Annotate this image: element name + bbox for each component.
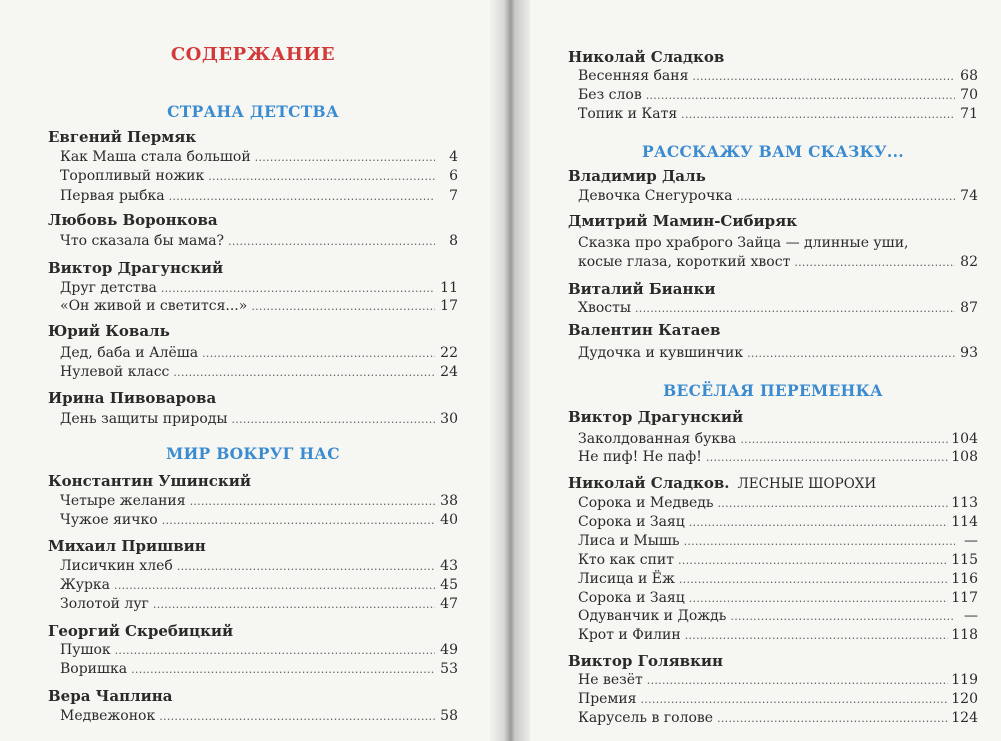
author-name xyxy=(48,258,223,278)
entry-title: Дудочка и кувшинчик xyxy=(578,345,744,361)
author-text: Георгий Скребицкий xyxy=(48,622,234,640)
toc-entry xyxy=(60,296,458,316)
page-number: 49 xyxy=(440,642,458,658)
dot-leader xyxy=(717,709,948,729)
page-number: 93 xyxy=(960,345,978,361)
dot-leader xyxy=(706,448,948,468)
entry-title: Как Маша стала большой xyxy=(60,149,251,165)
page-number: 6 xyxy=(449,168,458,184)
heading-text: РАССКАЖУ ВАМ СКАЗКУ... xyxy=(642,142,904,161)
dot-leader xyxy=(635,299,955,319)
toc-entry xyxy=(578,85,978,105)
toc-entry xyxy=(60,186,458,206)
entry-title: Весенняя баня xyxy=(578,68,689,84)
right-page xyxy=(568,0,978,741)
page-number: 120 xyxy=(951,691,978,707)
author-name xyxy=(568,320,720,340)
author-text: Виталий Бианки xyxy=(568,280,716,298)
page-number: 117 xyxy=(951,590,978,606)
book-spine xyxy=(490,0,530,741)
entry-title: Дед, баба и Алёша xyxy=(60,345,199,361)
toc-entry xyxy=(60,510,458,530)
author-text: Виктор Драгунский xyxy=(48,259,224,277)
section-heading xyxy=(568,381,978,401)
toc-entry xyxy=(578,569,978,589)
author-text: Ирина Пивоварова xyxy=(48,389,217,407)
toc-entry xyxy=(578,550,978,570)
author-text: Константин Ушинский xyxy=(48,472,251,490)
page-number: 82 xyxy=(960,254,978,270)
entry-title: Заколдованная буква xyxy=(578,431,737,447)
contents-title xyxy=(48,45,458,65)
dot-leader xyxy=(647,671,948,691)
page-number: 8 xyxy=(449,233,458,249)
page-number: 118 xyxy=(951,627,978,643)
toc-entry xyxy=(60,362,458,382)
toc-entry xyxy=(578,447,978,467)
toc-entry xyxy=(578,186,978,206)
page-number: 17 xyxy=(440,298,458,314)
entry-title: Хвосты xyxy=(578,300,632,316)
entry-title: Журка xyxy=(60,577,111,593)
toc-entry xyxy=(60,166,458,186)
entry-title: Чужое яичко xyxy=(60,512,158,528)
dot-leader xyxy=(173,363,435,383)
page-number: 108 xyxy=(951,449,978,465)
author-name xyxy=(48,536,206,556)
author-text: Виктор Драгунский xyxy=(568,408,744,426)
dot-leader xyxy=(692,67,955,87)
dot-leader xyxy=(131,660,435,680)
entry-title: Друг детства xyxy=(60,280,157,296)
page-number: 70 xyxy=(960,87,978,103)
toc-entry xyxy=(578,104,978,124)
author-text: Виктор Голявкин xyxy=(568,652,724,670)
entry-title: Воришка xyxy=(60,661,128,677)
entry-title: Золотой луг xyxy=(60,596,149,612)
entry-title: Сорока и Заяц xyxy=(578,590,685,606)
author-text: Юрий Коваль xyxy=(48,322,170,340)
entry-title: Торопливый ножик xyxy=(60,168,205,184)
page-number: 24 xyxy=(440,364,458,380)
dot-leader xyxy=(685,626,949,646)
entry-title: Пушок xyxy=(60,642,111,658)
author-name xyxy=(568,166,706,186)
page-number: 58 xyxy=(440,708,458,724)
author-name xyxy=(48,621,233,641)
page-number: 116 xyxy=(951,571,978,587)
toc-entry xyxy=(60,556,458,576)
toc-entry xyxy=(578,429,978,449)
page-number: 30 xyxy=(440,411,458,427)
heading-text: ВЕСЁЛАЯ ПЕРЕМЕНКА xyxy=(663,381,883,400)
dot-leader xyxy=(718,494,949,514)
author-name xyxy=(48,210,218,230)
page-number: 114 xyxy=(951,514,978,530)
dot-leader xyxy=(684,532,955,552)
section-heading xyxy=(48,444,458,464)
cycle-title: ЛЕСНЫЕ ШОРОХИ xyxy=(737,476,877,492)
toc-entry xyxy=(578,66,978,86)
dot-leader xyxy=(190,492,435,512)
entry-title: Кто как спит xyxy=(578,552,675,568)
author-name xyxy=(568,473,876,493)
author-text: Любовь Воронкова xyxy=(48,211,218,229)
entry-title: Топик и Катя xyxy=(578,106,678,122)
toc-entry xyxy=(60,640,458,660)
left-page xyxy=(48,0,458,741)
entry-title: Крот и Филин xyxy=(578,627,681,643)
page-number: 113 xyxy=(951,495,978,511)
entry-title: Что сказала бы мама? xyxy=(60,233,225,249)
author-name xyxy=(48,388,216,408)
author-name xyxy=(48,686,172,706)
entry-title: косые глаза, короткий хвост xyxy=(578,254,791,270)
page-number: 71 xyxy=(960,106,978,122)
entry-title: Карусель в голове xyxy=(578,710,714,726)
page-number: 53 xyxy=(440,661,458,677)
page-number: 43 xyxy=(440,558,458,574)
author-name xyxy=(568,407,743,427)
entry-title: Сорока и Заяц xyxy=(578,514,685,530)
entry-title: Лисичкин хлеб xyxy=(60,558,173,574)
entry-title: Сорока и Медведь xyxy=(578,495,714,511)
dot-leader xyxy=(747,344,955,364)
page-number: 68 xyxy=(960,68,978,84)
toc-entry xyxy=(60,706,458,726)
dot-leader xyxy=(177,557,435,577)
author-name xyxy=(568,211,797,231)
page-number: 4 xyxy=(449,149,458,165)
entry-title: Лисица и Ёж xyxy=(578,571,675,587)
page-number: 119 xyxy=(951,672,978,688)
page-number: — xyxy=(964,608,978,624)
dot-leader xyxy=(679,570,948,590)
entry-title: Сказка про храброго Зайца — длинные уши, xyxy=(578,235,909,251)
entry-title: Премия xyxy=(578,691,637,707)
section-heading xyxy=(48,102,458,122)
author-text: Вера Чаплина xyxy=(48,687,173,705)
dot-leader xyxy=(153,595,435,615)
entry-title: Одуванчик и Дождь xyxy=(578,608,727,624)
dot-leader xyxy=(646,86,955,106)
author-name xyxy=(568,279,715,299)
entry-title: Девочка Снегурочка xyxy=(578,188,733,204)
dot-leader xyxy=(678,551,948,571)
author-name xyxy=(48,321,170,341)
page-number: 87 xyxy=(960,300,978,316)
page-number: 45 xyxy=(440,577,458,593)
author-text: Михаил Пришвин xyxy=(48,537,206,555)
page-number: 22 xyxy=(440,345,458,361)
toc-entry xyxy=(578,512,978,532)
toc-entry xyxy=(60,594,458,614)
dot-leader xyxy=(794,253,955,273)
entry-title: Без слов xyxy=(578,87,642,103)
dot-leader xyxy=(159,707,435,727)
page-number: 115 xyxy=(951,552,978,568)
page-number: — xyxy=(964,533,978,549)
heading-text: СОДЕРЖАНИЕ xyxy=(170,44,336,65)
toc-entry xyxy=(60,409,458,429)
dot-leader xyxy=(255,148,435,168)
dot-leader xyxy=(228,232,435,252)
page-number: 40 xyxy=(440,512,458,528)
toc-entry xyxy=(578,233,978,253)
toc-entry xyxy=(60,231,458,251)
toc-entry xyxy=(578,670,978,690)
toc-entry xyxy=(578,606,978,626)
dot-leader xyxy=(730,607,955,627)
dot-leader xyxy=(202,344,435,364)
entry-title: Нулевой класс xyxy=(60,364,170,380)
author-name xyxy=(48,471,251,491)
page-number: 38 xyxy=(440,493,458,509)
page-number: 47 xyxy=(440,596,458,612)
dot-leader xyxy=(689,513,949,533)
dot-leader xyxy=(681,105,955,125)
entry-title: Медвежонок xyxy=(60,708,156,724)
toc-entry xyxy=(578,252,978,272)
author-text: Николай Сладков. xyxy=(568,474,730,492)
toc-entry xyxy=(578,343,978,363)
dot-leader xyxy=(162,511,435,531)
dot-leader xyxy=(115,641,435,661)
author-name xyxy=(568,651,723,671)
toc-entry xyxy=(578,588,978,608)
toc-entry xyxy=(60,343,458,363)
toc-entry xyxy=(60,147,458,167)
page-number: 104 xyxy=(951,431,978,447)
entry-title: Первая рыбка xyxy=(60,188,165,204)
author-name xyxy=(48,127,196,147)
entry-title: Не пиф! Не паф! xyxy=(578,449,702,465)
page-number: 124 xyxy=(951,710,978,726)
dot-leader xyxy=(208,167,435,187)
entry-title: День защиты природы xyxy=(60,411,228,427)
dot-leader xyxy=(232,410,435,430)
entry-title: Четыре желания xyxy=(60,493,186,509)
dot-leader xyxy=(251,297,435,317)
toc-entry xyxy=(60,278,458,298)
entry-title: Не везёт xyxy=(578,672,643,688)
heading-text: СТРАНА ДЕТСТВА xyxy=(167,102,339,121)
toc-entry xyxy=(578,493,978,513)
dot-leader xyxy=(114,576,435,596)
toc-entry xyxy=(578,708,978,728)
author-text: Валентин Катаев xyxy=(568,321,721,339)
toc-entry xyxy=(578,298,978,318)
author-text: Владимир Даль xyxy=(568,167,706,185)
heading-text: МИР ВОКРУГ НАС xyxy=(166,444,340,463)
dot-leader xyxy=(169,187,435,207)
toc-entry xyxy=(60,575,458,595)
page-number: 74 xyxy=(960,188,978,204)
toc-entry xyxy=(60,491,458,511)
section-heading xyxy=(568,142,978,162)
author-text: Евгений Пермяк xyxy=(48,128,197,146)
page-number: 11 xyxy=(440,280,458,296)
author-name xyxy=(568,47,724,67)
entry-title: Лиса и Мышь xyxy=(578,533,680,549)
entry-title: «Он живой и светится...» xyxy=(60,298,248,314)
toc-entry xyxy=(578,689,978,709)
author-text: Дмитрий Мамин-Сибиряк xyxy=(568,212,798,230)
toc-entry xyxy=(578,531,978,551)
dot-leader xyxy=(736,187,955,207)
toc-entry xyxy=(60,659,458,679)
dot-leader xyxy=(641,690,949,710)
toc-entry xyxy=(578,625,978,645)
author-text: Николай Сладков xyxy=(568,48,725,66)
page-number: 7 xyxy=(449,188,458,204)
